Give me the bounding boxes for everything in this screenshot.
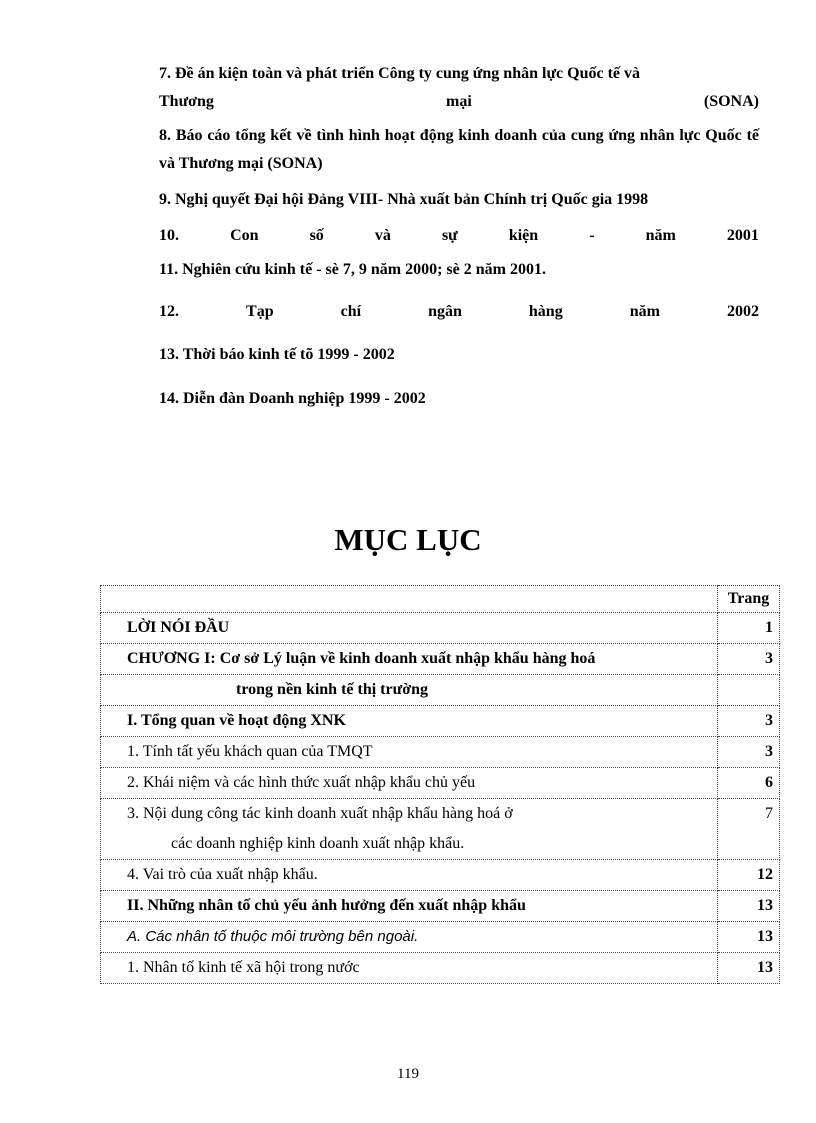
toc-row [101, 953, 780, 984]
reference-7-word: (SONA) [703, 93, 759, 110]
toc-label: 4. Vai trò của xuất nhập khẩu. [101, 860, 718, 891]
toc-row [101, 768, 780, 799]
toc-label: LỜI NÓI ĐẦU [101, 613, 718, 644]
toc-row [101, 891, 780, 922]
reference-12-word: 2002 [726, 303, 759, 320]
reference-12-word: 12. [159, 303, 179, 320]
page-number: 119 [397, 1066, 419, 1082]
reference-11: 11. Nghiên cứu kinh tế - sè 7, 9 năm 2000; sè 2 năm 2001. [159, 261, 546, 278]
reference-12-word: hàng [528, 303, 563, 320]
toc-page: 13 [718, 922, 780, 953]
reference-10-word: Con [230, 227, 259, 244]
toc-row [101, 799, 780, 860]
reference-13: 13. Thời báo kinh tế tõ 1999 - 2002 [159, 346, 395, 363]
toc-page: 7 [718, 799, 780, 860]
reference-7-text: 7. Đề án kiện toàn và phát triển Công ty cung ứng nhân lực Quốc tế và [159, 65, 641, 82]
reference-12-word: năm [629, 303, 660, 320]
reference-10-word: 10. [159, 227, 179, 244]
reference-10-word: năm [645, 227, 676, 244]
reference-9: 9. Nghị quyết Đại hội Đảng VIII- Nhà xuất bản Chính trị Quốc gia 1998 [159, 191, 649, 208]
reference-14: 14. Diễn đàn Doanh nghiệp 1999 - 2002 [159, 390, 426, 407]
toc-page: 3 [718, 737, 780, 768]
toc-page: 1 [718, 613, 780, 644]
reference-7-word: Thương [159, 93, 214, 110]
reference-12-word: Tạp [246, 303, 274, 320]
toc-page: 13 [718, 953, 780, 984]
toc-label: A. Các nhân tố thuộc môi trường bên ngoài. [101, 922, 718, 953]
toc-label: 2. Khái niệm và các hình thức xuất nhập khẩu chủ yếu [101, 768, 718, 799]
toc-row [101, 613, 780, 644]
reference-12-word: ngân [428, 303, 462, 320]
reference-7-word: mại [446, 93, 472, 110]
toc-row [101, 675, 780, 706]
toc-row [101, 737, 780, 768]
reference-10-word: và [374, 227, 391, 244]
toc-label: I. Tổng quan về hoạt động XNK [101, 706, 718, 737]
reference-10-word: 2001 [726, 227, 759, 244]
toc-row [101, 860, 780, 891]
toc-header-empty [101, 586, 718, 613]
toc-label: 1. Nhân tố kinh tế xã hội trong nước [101, 953, 718, 984]
reference-8: 8. Báo cáo tổng kết về tình hình hoạt động kinh doanh của cung ứng nhân lực Quốc tế và Thương mại (SONA) [159, 127, 759, 172]
reference-7-line1 [159, 60, 759, 88]
toc-row [101, 644, 780, 675]
toc-table [100, 585, 780, 984]
reference-12 [159, 298, 759, 326]
toc-page: 12 [718, 860, 780, 891]
toc-page: 13 [718, 891, 780, 922]
toc-title: MỤC LỤC [334, 522, 482, 557]
reference-10 [159, 222, 759, 250]
toc-label: 3. Nội dung công tác kinh doanh xuất nhập khẩu hàng hoá ở [127, 805, 513, 822]
reference-10-word: - [589, 227, 595, 244]
toc-row [101, 706, 780, 737]
toc-page: 3 [718, 644, 780, 675]
toc-label: trong nền kinh tế thị trường [101, 675, 718, 706]
reference-10-word: kiện [508, 227, 539, 244]
toc-label: 1. Tính tất yếu khách quan của TMQT [101, 737, 718, 768]
reference-7 [159, 60, 759, 116]
toc-page: 6 [718, 768, 780, 799]
reference-12-word: chí [340, 303, 362, 320]
reference-7-line2 [159, 88, 759, 116]
toc-page-header: Trang [718, 586, 780, 613]
toc-header-row [101, 586, 780, 613]
toc-label-multiline [101, 799, 718, 860]
toc-label-continuation: các doanh nghiệp kinh doanh xuất nhập khẩu. [171, 835, 465, 852]
reference-10-word: sự [441, 227, 458, 244]
toc-row [101, 922, 780, 953]
toc-page: 3 [718, 706, 780, 737]
toc-label: II. Những nhân tố chủ yếu ảnh hưởng đến xuất nhập khẩu [101, 891, 718, 922]
toc-page [718, 675, 780, 706]
reference-10-word: số [309, 227, 324, 244]
toc-label: CHƯƠNG I: Cơ sở Lý luận về kinh doanh xuất nhập khẩu hàng hoá [101, 644, 718, 675]
